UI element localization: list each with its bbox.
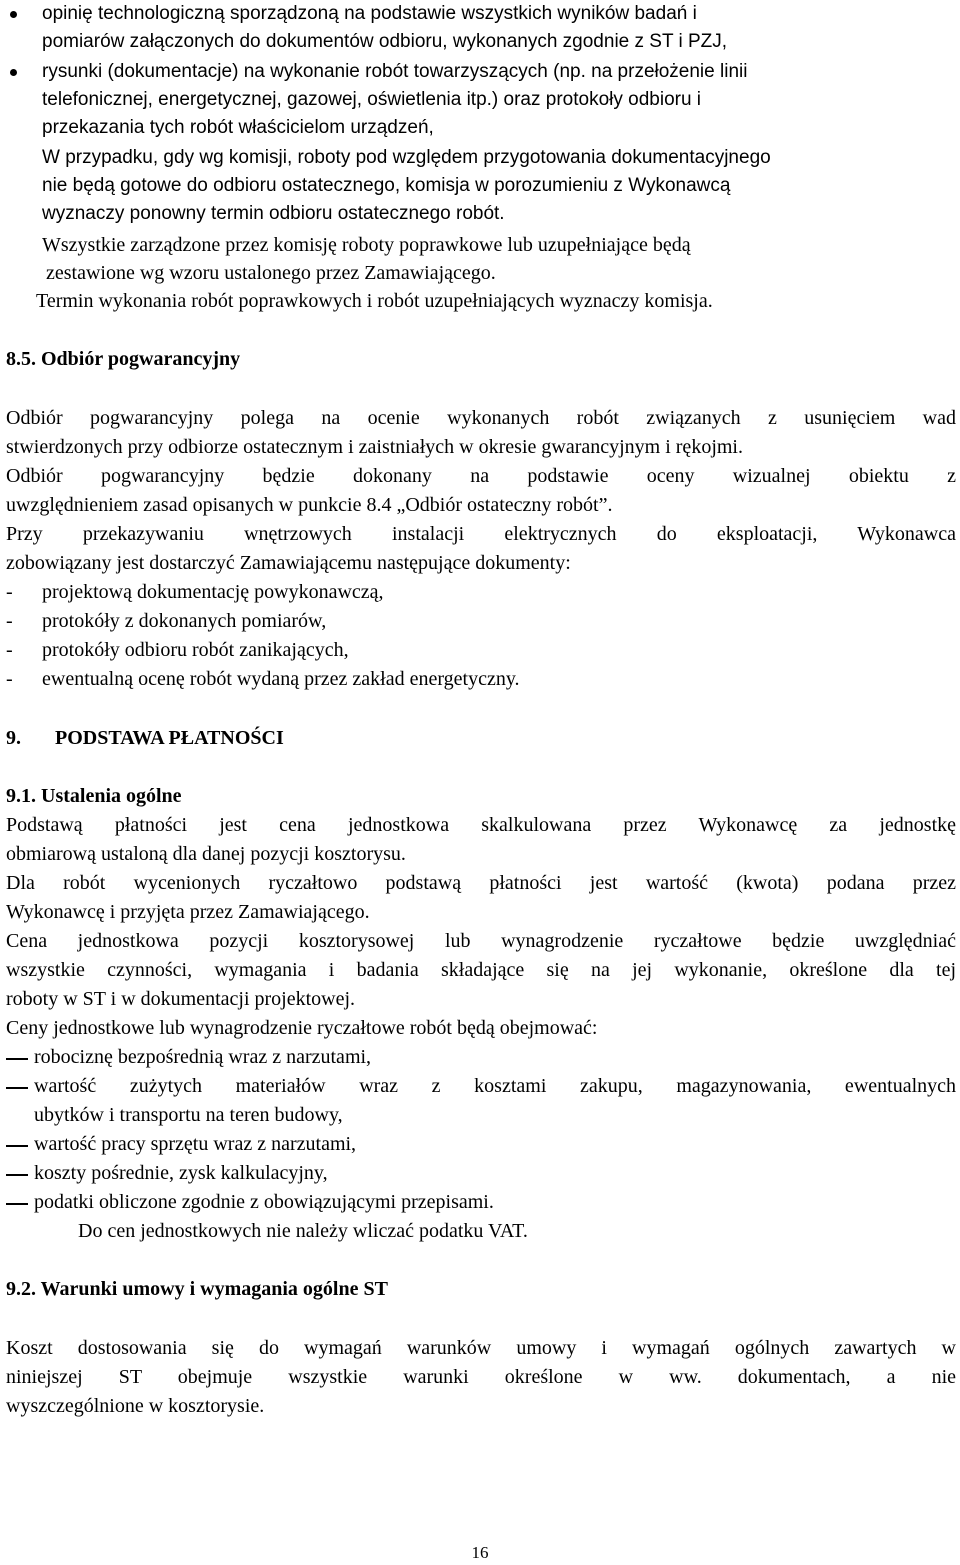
paragraph-line: Koszt dostosowania się do wymagań warunków umowy i wymagań ogólnych zawartych w [6,1337,956,1359]
dash-marker [6,1174,28,1176]
list-marker: - [6,639,13,661]
paragraph-line: Odbiór pogwarancyjny będzie dokonany na podstawie oceny wizualnej obiektu z [6,465,956,487]
paragraph-line: nie będą gotowe do odbioru ostatecznego, komisja w porozumieniu z Wykonawcą [42,175,731,196]
paragraph-line: Ceny jednostkowe lub wynagrodzenie ryczałtowe robót będą obejmować: [6,1017,598,1039]
section-title: Ustalenia ogólne [41,785,182,807]
list-item: ubytków i transportu na teren budowy, [34,1104,343,1126]
section-heading-9-2 [6,1275,956,1303]
paragraph-line: roboty w ST i w dokumentacji projektowej. [6,988,356,1010]
paragraph-line: zobowiązany jest dostarczyć Zamawiającemu następujące dokumenty: [6,552,571,574]
paragraph-line: Cena jednostkowa pozycji kosztorysowej lub wynagrodzenie ryczałtowe będzie uwzględniać [6,930,956,952]
paragraph-line: Odbiór pogwarancyjny polega na ocenie wykonanych robót związanych z usunięciem wad [6,407,956,429]
section-title: Warunki umowy i wymagania ogólne ST [40,1278,388,1300]
paragraph-line: wyznaczy ponowny termin odbioru ostatecznego robót. [42,203,505,224]
list-item: wartość pracy sprzętu wraz z narzutami, [34,1133,357,1155]
bullet-line: pomiarów załączonych do dokumentów odbioru, wykonanych zgodnie z ST i PZJ, [42,31,728,52]
section-number: 9.2. [6,1278,36,1300]
bullet-line: opinię technologiczną sporządzoną na podstawie wszystkich wyników badań i [42,3,697,24]
section-number: 8.5. [6,348,36,370]
section-heading-8-5 [6,345,956,373]
section-number: 9. [6,727,21,749]
list-item: protokóły odbioru robót zanikających, [42,639,349,661]
paragraph-line: niniejszej ST obejmuje wszystkie warunki określone w ww. dokumentach, a nie [6,1366,956,1388]
list-marker: - [6,610,13,632]
section-heading-9 [6,724,956,752]
paragraph-line: wszystkie czynności, wymagania i badania składające się na jej wykonanie, określone dla tej [6,959,956,981]
list-item: robociznę bezpośrednią wraz z narzutami, [34,1046,372,1068]
paragraph-line: Wykonawcę i przyjęta przez Zamawiającego. [6,901,370,923]
bullet-dot [10,69,17,76]
paragraph-line: obmiarową ustaloną dla danej pozycji kosztorysu. [6,843,406,865]
section-title: PODSTAWA PŁATNOŚCI [55,727,284,749]
section-heading-9-1 [6,782,956,810]
paragraph-line: wyszczególnione w kosztorysie. [6,1395,265,1417]
section-title: Odbiór pogwarancyjny [41,348,241,370]
list-marker: - [6,668,13,690]
paragraph-line: uwzględnieniem zasad opisanych w punkcie 8.4 „Odbiór ostateczny robót”. [6,494,613,516]
paragraph-line: stwierdzonych przy odbiorze ostatecznym i zaistniałych w okresie gwarancyjnym i rękojmi. [6,436,743,458]
page-number: 16 [471,1543,489,1562]
vat-note: Do cen jednostkowych nie należy wliczać podatku VAT. [78,1220,528,1242]
dash-marker [6,1203,28,1205]
bullet-line: rysunki (dokumentacje) na wykonanie robót towarzyszących (np. na przełożenie linii [42,61,748,82]
bullet-dot [10,11,17,18]
paragraph-line: Wszystkie zarządzone przez komisję roboty poprawkowe lub uzupełniające będą [42,234,691,256]
paragraph-line: zestawione wg wzoru ustalonego przez Zamawiającego. [46,262,496,284]
list-item: podatki obliczone zgodnie z obowiązującymi przepisami. [34,1191,494,1213]
list-item: wartość zużytych materiałów wraz z kosztami zakupu, magazynowania, ewentualnych [34,1075,956,1097]
paragraph-line: Termin wykonania robót poprawkowych i robót uzupełniających wyznaczy komisja. [36,290,713,312]
list-item: projektową dokumentację powykonawczą, [42,581,384,603]
paragraph-line: W przypadku, gdy wg komisji, roboty pod względem przygotowania dokumentacyjnego [42,147,771,168]
dash-marker [6,1087,28,1089]
list-item: ewentualną ocenę robót wydaną przez zakład energetyczny. [42,668,520,690]
dash-marker [6,1145,28,1147]
list-item: protokóły z dokonanych pomiarów, [42,610,327,632]
paragraph-line: Przy przekazywaniu wnętrzowych instalacji elektrycznych do eksploatacji, Wykonawca [6,523,956,545]
bullet-line: telefonicznej, energetycznej, gazowej, oświetlenia itp.) oraz protokoły odbioru i [42,89,702,110]
paragraph-line: Podstawą płatności jest cena jednostkowa skalkulowana przez Wykonawcę za jednostkę [6,814,956,836]
bullet-line: przekazania tych robót właścicielom urządzeń, [42,117,434,138]
section-number: 9.1. [6,785,36,807]
paragraph-line: Dla robót wycenionych ryczałtowo podstawą płatności jest wartość (kwota) podana przez [6,872,956,894]
dash-marker [6,1058,28,1060]
list-marker: - [6,581,13,603]
list-item: koszty pośrednie, zysk kalkulacyjny, [34,1162,328,1184]
